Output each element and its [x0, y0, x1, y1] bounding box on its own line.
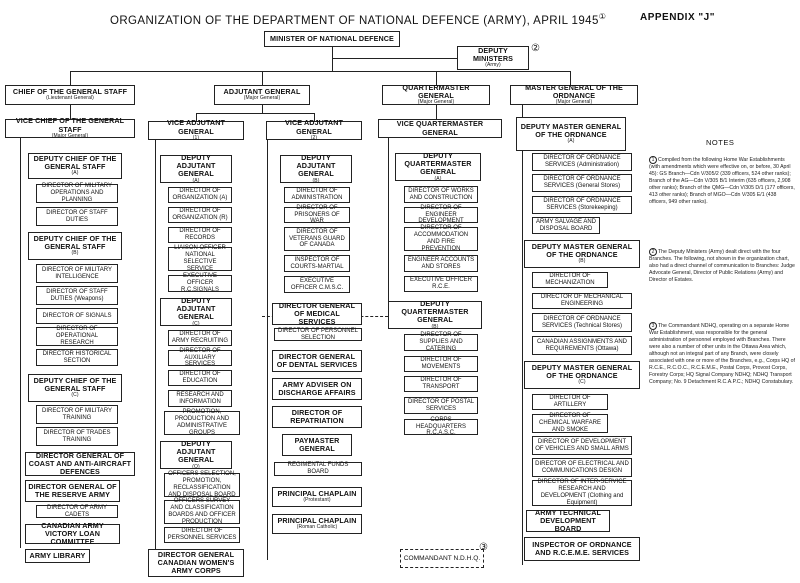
discharge-adviser-box: ARMY ADVISER ON DISCHARGE AFFAIRS [272, 378, 362, 400]
dmgo-c-item: DIRECTOR OF CHEMICAL WARFARE AND SMOKE [532, 414, 608, 433]
dag-c-item: PROMOTION, PRODUCTION AND ADMINISTRATIVE GROUPS [164, 411, 240, 435]
dqmg-a-item: EXECUTIVE OFFICER R.C.E. [404, 276, 478, 292]
dag-a-box: DEPUTY ADJUTANT GENERAL (A) [160, 155, 232, 183]
army-cadets-box: DIRECTOR OF ARMY CADETS [36, 505, 118, 518]
dag-a-item: LIAISON OFFICER NATIONAL SELECTIVE SERVICE [168, 247, 232, 271]
dqmg-a-item: DIRECTOR OF ACCOMMODATION AND FIRE PREVENTION [404, 227, 478, 251]
dag-c-item: RESEARCH AND INFORMATION [168, 390, 232, 407]
dg-dental-box: DIRECTOR GENERAL OF DENTAL SERVICES [272, 350, 362, 372]
dqmg-a-box: DEPUTY QUARTERMASTER GENERAL (A) [395, 153, 481, 181]
dcgs-a-item: DIRECTOR OF MILITARY OPERATIONS AND PLANNING [36, 184, 118, 203]
vag-2-box: VICE ADJUTANT GENERAL (2) [266, 121, 362, 140]
dmgo-c-item: DIRECTOR OF ELECTRICAL AND COMMUNICATIONS DESIGN [532, 458, 632, 477]
vcgs-box: VICE CHIEF OF THE GENERAL STAFF (Major General) [5, 119, 135, 138]
cwac-box: DIRECTOR GENERAL CANADIAN WOMEN'S ARMY CORPS [148, 549, 244, 577]
dag-a-item: DIRECTOR OF ORGANIZATION (A) [168, 187, 232, 203]
note-2-marker: ② [531, 43, 540, 54]
dag-c-item: DIRECTOR OF EDUCATION [168, 370, 232, 386]
dag-c-item: DIRECTOR OF ARMY RECRUITING [168, 330, 232, 346]
dag-a-item: DIRECTOR OF ORGANIZATION (R) [168, 207, 232, 223]
inspector-ordnance-box: INSPECTOR OF ORDNANCE AND R.C.E.M.E. SERVICES [524, 537, 640, 561]
dmgo-a-box: DEPUTY MASTER GENERAL OF THE ORDNANCE (A) [516, 117, 626, 151]
dcgs-c-box: DEPUTY CHIEF OF THE GENERAL STAFF (C) [28, 374, 122, 402]
tech-board-box: ARMY TECHNICAL DEVELOPMENT BOARD [526, 510, 610, 532]
dcgs-c-item: DIRECTOR OF TRADES TRAINING [36, 427, 118, 446]
dqmg-b-box: DEPUTY QUARTERMASTER GENERAL (B) [388, 301, 482, 329]
dcgs-c-item: DIRECTOR OF MILITARY TRAINING [36, 405, 118, 424]
dcgs-b-box: DEPUTY CHIEF OF THE GENERAL STAFF (B) [28, 232, 122, 260]
note-2: 2 The Deputy Ministers (Army) dealt direct with the four Branches. The following, not shown in the organization chart, also had a direct channel of communication to Branches: Judge Advocate General, Director of Public Relations (Army) and Director of Estates. [649, 249, 795, 284]
qmg-box: QUARTERMASTER GENERAL (Major General) [382, 85, 490, 105]
personnel-selection-box: DIRECTOR OF PERSONNEL SELECTION [274, 328, 362, 341]
dcgs-b-item: DIRECTOR OF SIGNALS [36, 308, 118, 324]
dmgo-b-item: DIRECTOR OF MECHANIZATION [532, 272, 608, 288]
dmgo-a-item: DIRECTOR OF ORDNANCE SERVICES (Storekeeping) [532, 196, 632, 214]
dqmg-a-item: DIRECTOR OF WORKS AND CONSTRUCTION [404, 186, 478, 203]
dqmg-b-item: DIRECTOR OF TRANSPORT [404, 376, 478, 392]
dmgo-c-item: DIRECTOR OF DEVELOPMENT OF VEHICLES AND SMALL ARMS [532, 436, 632, 455]
mgo-box: MASTER GENERAL OF THE ORDNANCE (Major General) [510, 85, 638, 105]
dag-b-item: EXECUTIVE OFFICER C.M.S.C. [284, 276, 350, 293]
dqmg-b-item: CORPS HEADQUARTERS R.C.A.S.C. [404, 419, 478, 435]
dmgo-b-item: DIRECTOR OF ORDNANCE SERVICES (Technical Stores) [532, 313, 632, 332]
chaplain-rc-box: PRINCIPAL CHAPLAIN (Roman Catholic) [272, 514, 362, 534]
dag-c-item: DIRECTOR OF AUXILIARY SERVICES [168, 350, 232, 366]
page-title: ORGANIZATION OF THE DEPARTMENT OF NATIONAL DEFENCE (ARMY), APRIL 1945① [110, 12, 607, 27]
dag-c-box: DEPUTY ADJUTANT GENERAL (C) [160, 298, 232, 326]
note-3-marker: ③ [479, 542, 488, 553]
victory-loan-box: CANADIAN ARMY VICTORY LOAN COMMITTEE [25, 524, 120, 544]
minister-box: MINISTER OF NATIONAL DEFENCE [264, 31, 400, 47]
dmgo-c-box: DEPUTY MASTER GENERAL OF THE ORDNANCE (C) [524, 361, 640, 389]
dmgo-a-item: ARMY SALVAGE AND DISPOSAL BOARD [532, 217, 600, 234]
ag-box: ADJUTANT GENERAL (Major General) [214, 85, 310, 105]
dg-coast-box: DIRECTOR GENERAL OF COAST AND ANTI-AIRCRAFT DEFENCES [25, 452, 135, 476]
appendix-label: APPENDIX "J" [640, 12, 715, 23]
dqmg-b-item: DIRECTOR OF MOVEMENTS [404, 356, 478, 372]
dmgo-a-item: DIRECTOR OF ORDNANCE SERVICES (General Stores) [532, 174, 632, 192]
dag-a-item: DIRECTOR OF RECORDS [168, 227, 232, 243]
dcgs-a-item: DIRECTOR OF STAFF DUTIES [36, 207, 118, 226]
dm-line [332, 58, 457, 59]
dmgo-c-item: DIRECTOR OF ARTILLERY [532, 394, 608, 410]
dag-o-item: OFFICERS SELECTION, PROMOTION, RECLASSIFICATION AND DISPOSAL BOARD [164, 473, 240, 497]
vqmg-box: VICE QUARTERMASTER GENERAL [378, 119, 502, 138]
dqmg-a-item: ENGINEER ACCOUNTS AND STORES [404, 255, 478, 272]
dag-b-item: DIRECTOR OF ADMINISTRATION [284, 187, 350, 203]
note-3: 3 The Commandant NDHQ, operating on a separate Home War Establishment, was responsible for the general administration of personnel employed with Branches. There were also a number of other units in the Ottawa Area which, although not an integral part of any Branch, were closely associated with one or more of the Branches, e.g., Corps HQ of R.C.E., R.C.O.C., R.C.E.M.E., Postal Corps, Provost Corps, Forestry Corps; HQ Signal Company NDHQ; NDHQ Transport Company; No. 9 Detachment R.C.A.P.C.; NDHQ Constabulary. [649, 323, 795, 386]
dmgo-b-box: DEPUTY MASTER GENERAL OF THE ORDNANCE (B) [524, 240, 640, 268]
note-1: 1 Compiled from the following Home War Establishments (with amendments which were effective on, or before, 30 April 45): GS Branch—Cdn V/305/2 (339 officers, 524 other ranks); Branch of the AG—Cdn V/305 B/1 Interim (635 officers, 2,908 other ranks); Branch of the QMG—Cdn V/305 D/1 (177 officers, 413 other ranks); Branch of MGO—Cdn V/305 E/1 (438 officers, 949 other ranks). [649, 157, 795, 206]
dag-b-item: DIRECTOR OF VETERANS GUARD OF CANADA [284, 227, 350, 251]
dcgs-b-item: DIRECTOR HISTORICAL SECTION [36, 349, 118, 366]
dmgo-b-item: CANADIAN ASSIGNMENTS AND REQUIREMENTS (Ottawa) [532, 336, 632, 355]
chaplain-p-box: PRINCIPAL CHAPLAIN (Protestant) [272, 487, 362, 507]
vag-1-box: VICE ADJUTANT GENERAL (1) [148, 121, 244, 140]
dag-o-item: DIRECTOR OF PERSONNEL SERVICES [164, 527, 240, 543]
dmgo-b-item: DIRECTOR OF MECHANICAL ENGINEERING [532, 293, 632, 309]
dcgs-b-item: DIRECTOR OF STAFF DUTIES (Weapons) [36, 286, 118, 305]
dag-b-item: DIRECTOR OF PRISONERS OF WAR [284, 207, 350, 223]
dag-o-item: OFFICERS SURVEY AND CLASSIFICATION BOARDS AND OFFICER PRODUCTION [164, 500, 240, 524]
dcgs-b-item: DIRECTOR OF MILITARY INTELLIGENCE [36, 264, 118, 283]
dg-reserve-box: DIRECTOR GENERAL OF THE RESERVE ARMY [25, 480, 120, 502]
dag-o-box: DEPUTY ADJUTANT GENERAL (O) [160, 441, 232, 469]
dqmg-a-item: DIRECTOR OF ENGINEER DEVELOPMENT [404, 207, 478, 223]
cgs-box: CHIEF OF THE GENERAL STAFF (Lieutenant General) [5, 85, 135, 105]
notes-heading: NOTES [706, 138, 735, 147]
deputy-ministers-box: DEPUTY MINISTERS (Army) [457, 46, 529, 70]
dcgs-a-box: DEPUTY CHIEF OF THE GENERAL STAFF (A) [28, 153, 122, 179]
dqmg-b-item: DIRECTOR OF POSTAL SERVICES [404, 397, 478, 414]
dag-a-item: EXECUTIVE OFFICER R.C.SIGNALS [168, 275, 232, 292]
dg-medical-box: DIRECTOR GENERAL OF MEDICAL SERVICES [272, 303, 362, 325]
dag-b-item: INSPECTOR OF COURTS-MARTIAL [284, 255, 350, 272]
dmgo-c-item: DIRECTOR OF INTER-SERVICE RESEARCH AND DEVELOPMENT (Clothing and Equipment) [532, 480, 632, 506]
paymaster-box: PAYMASTER GENERAL [282, 434, 352, 456]
army-library-box: ARMY LIBRARY [25, 549, 90, 563]
branch-bus [70, 71, 570, 72]
repatriation-box: DIRECTOR OF REPATRIATION [272, 406, 362, 428]
dcgs-b-item: DIRECTOR OF OPERATIONAL RESEARCH [36, 327, 118, 346]
commandant-ndhq-box: COMMANDANT N.D.H.Q. [400, 549, 484, 568]
funds-board-box: REGIMENTAL FUNDS BOARD [274, 462, 362, 476]
dmgo-a-item: DIRECTOR OF ORDNANCE SERVICES (Administration) [532, 153, 632, 171]
dqmg-b-item: DIRECTOR OF SUPPLIES AND CATERING [404, 334, 478, 351]
dag-b-box: DEPUTY ADJUTANT GENERAL (B) [280, 155, 352, 183]
